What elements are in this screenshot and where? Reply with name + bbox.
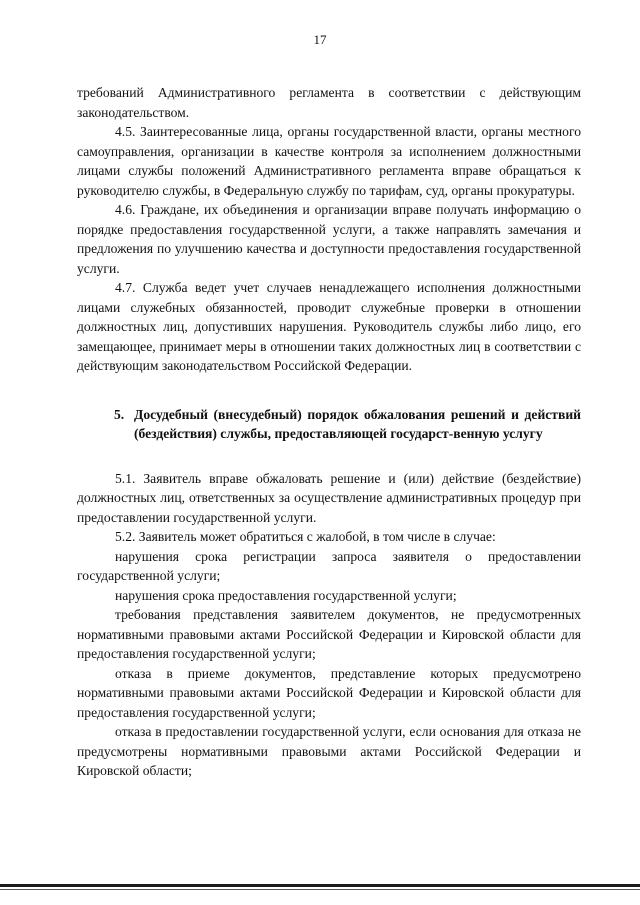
- paragraph: отказа в приеме документов, представление которых предусмотрено нормативными правовыми актами Российской Федерации и Кировской области для предоставления государственной услуги;: [77, 665, 581, 720]
- paragraph: требования представления заявителем документов, не предусмотренных нормативными правовыми актами Российской Федерации и Кировской области для предоставления государственной услуги;: [77, 607, 581, 661]
- section-heading: [77, 405, 581, 444]
- paragraph: 5.2. Заявитель может обратиться с жалобой, в том числе в случае:: [115, 529, 496, 544]
- paragraph: требований Административного регламента в соответствии с действующим законодательством.: [77, 85, 581, 120]
- page-number: 17: [313, 32, 327, 47]
- paragraph: 5.1. Заявитель вправе обжаловать решение и (или) действие (бездействие) должностных лиц, ответственных за осуществление административных процедур при предоставлении государственной услуги.: [77, 470, 581, 525]
- section-title: Досудебный (внесудебный) порядок обжалования решений и действий (бездействия) службы, предоставляющей государст-венную услугу: [134, 406, 581, 441]
- paragraph: 4.5. Заинтересованные лица, органы государственной власти, органы местного самоуправления, организации в качестве контроля за исполнением должностными лицами службы положений Административного регламента вправе обращаться к руководителю службы, в Федеральную службу по тарифам, суд, органы прокуратуры.: [77, 124, 581, 198]
- scan-edge-line-thin: [0, 889, 640, 890]
- scan-edge-line: [0, 884, 640, 887]
- paragraphs-before: [77, 83, 581, 376]
- paragraph: отказа в предоставлении государственной услуги, если основания для отказа не предусмотрены нормативными правовыми актами Российской Федерации и Кировской области;: [77, 724, 581, 778]
- paragraph: 4.7. Служба ведет учет случаев ненадлежащего исполнения должностными лицами служебных обязанностей, проводит служебные проверки в отношении должностных лиц, допустивших нарушения. Руководитель службы либо лицо, его замещающее, принимает меры в отношении таких должностных лиц в соответствии с действующим законодательством Российской Федерации.: [77, 280, 581, 373]
- paragraphs-after: [77, 469, 581, 781]
- section-number: 5.: [114, 406, 125, 422]
- paragraph: нарушения срока регистрации запроса заявителя о предоставлении государственной услуги;: [77, 548, 581, 583]
- document-body: [77, 83, 581, 781]
- paragraph: 4.6. Граждане, их объединения и организации вправе получать информацию о порядке предоставления государственной услуги, а также направлять замечания и предложения по улучшению качества и доступности предоставления государственной услуги.: [77, 202, 581, 276]
- paragraph: нарушения срока предоставления государственной услуги;: [115, 587, 457, 603]
